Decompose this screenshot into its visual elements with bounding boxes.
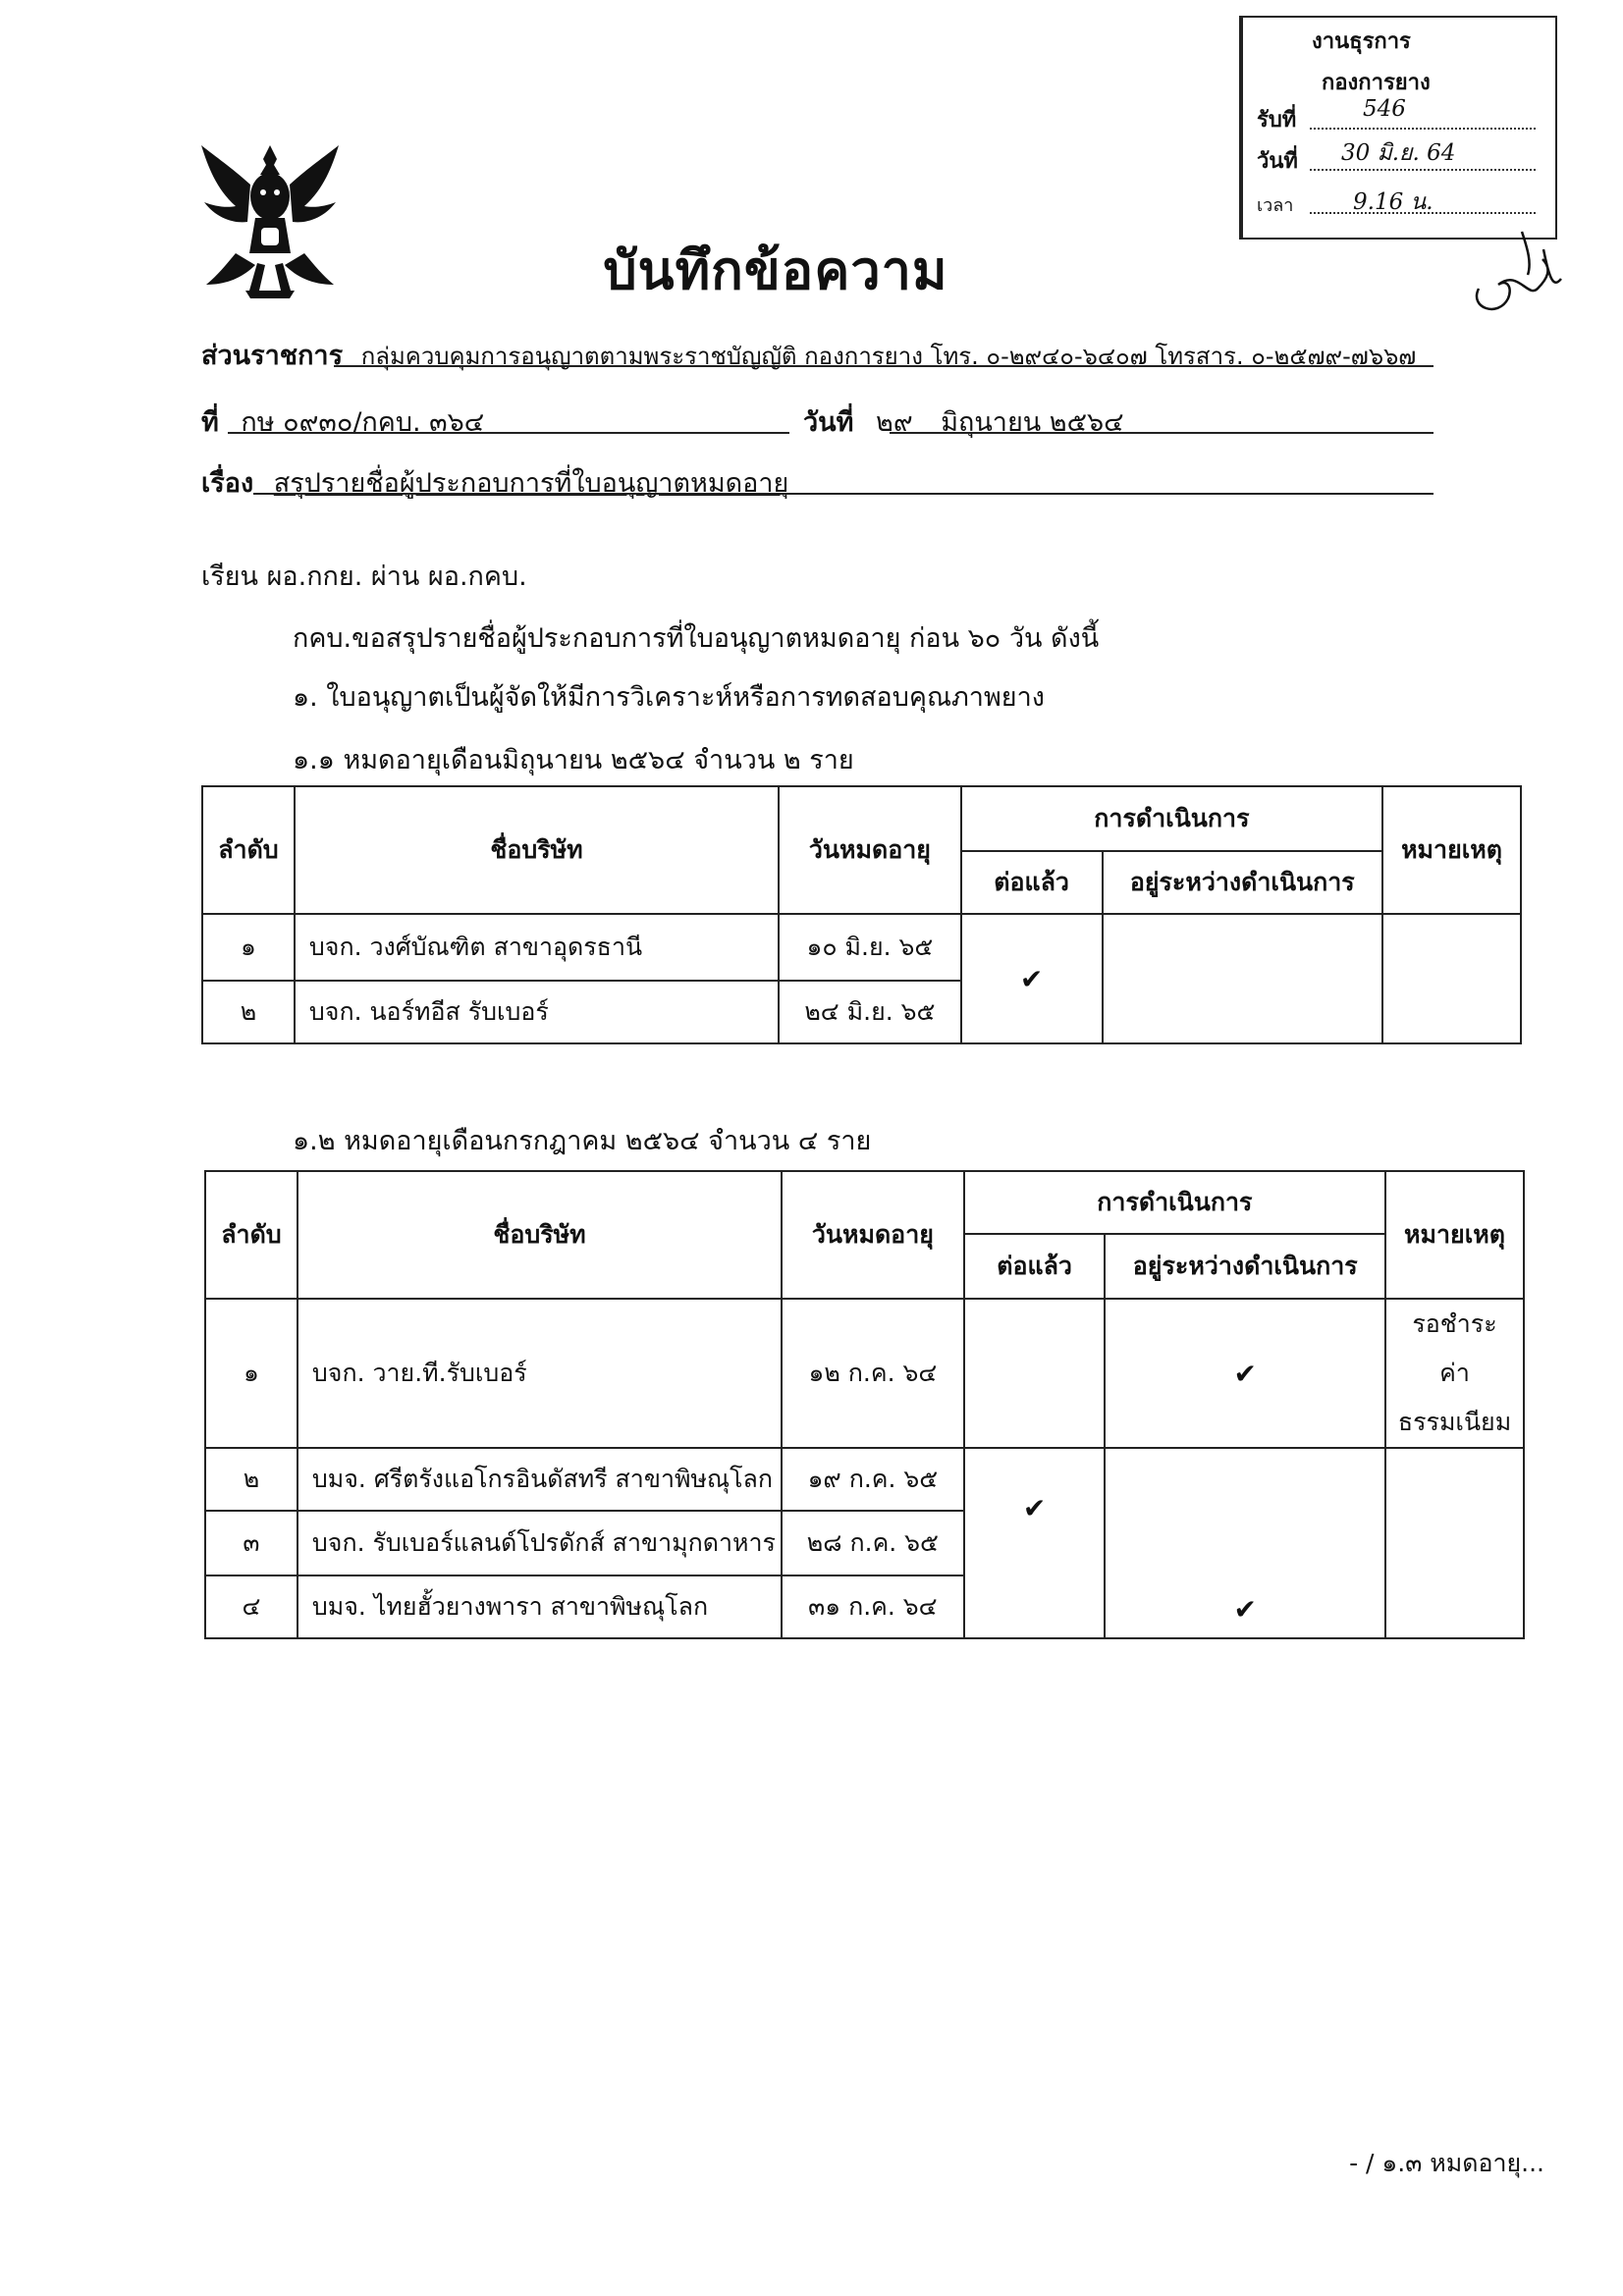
row-expiry: ๑๒ ก.ค. ๖๔ xyxy=(782,1299,964,1448)
header-action: การดำเนินการ xyxy=(961,786,1382,851)
stamp-date-value: 30 มิ.ย. 64 xyxy=(1341,140,1456,166)
row-no: ๒ xyxy=(205,1448,298,1511)
remark-cell xyxy=(1385,1299,1524,1448)
intro-paragraph: กคบ.ขอสรุปรายชื่อผู้ประกอบการที่ใบอนุญาตหมดอายุ ก่อน ๖๐ วัน ดังนี้ xyxy=(293,623,1100,654)
section-1-2-heading: ๑.๒ หมดอายุเดือนกรกฎาคม ๒๕๖๔ จำนวน ๔ ราย xyxy=(293,1126,872,1156)
stamp-office: งานธุรการ xyxy=(1312,29,1411,54)
header-no: ลำดับ xyxy=(205,1171,298,1299)
row-company: บมจ. ศรีตรังแอโกรอินดัสทรี สาขาพิษณุโลก xyxy=(298,1448,782,1511)
row-expiry: ๓๑ ก.ค. ๖๔ xyxy=(782,1575,964,1638)
date-underline xyxy=(890,432,1434,434)
date-month-year: มิถุนายน ๒๕๖๔ xyxy=(941,407,1124,438)
in-progress-check: ✔ xyxy=(1105,1299,1385,1448)
renewed-check: ✔ xyxy=(964,1448,1106,1638)
header-expiry: วันหมดอายุ xyxy=(779,786,961,914)
table-row xyxy=(205,1299,1524,1448)
reference-label: ที่ xyxy=(201,407,219,438)
header-in-progress: อยู่ระหว่างดำเนินการ xyxy=(1105,1234,1385,1299)
header-remark: หมายเหตุ xyxy=(1385,1171,1524,1299)
remark-line-1: รอชำระ xyxy=(1412,1309,1497,1338)
received-stamp xyxy=(1239,16,1557,240)
expiry-table-july xyxy=(204,1170,1525,1639)
remark-cell xyxy=(1385,1448,1524,1638)
date-line xyxy=(803,400,1124,443)
renewed-check: ✔ xyxy=(961,914,1103,1043)
header-action: การดำเนินการ xyxy=(964,1171,1385,1234)
garuda-emblem xyxy=(196,137,344,304)
header-renewed: ต่อแล้ว xyxy=(961,851,1103,914)
subject-label: เรื่อง xyxy=(201,468,254,499)
row-expiry: ๒๔ มิ.ย. ๖๕ xyxy=(779,981,961,1043)
row-company: บจก. รับเบอร์แลนด์โปรดักส์ สาขามุกดาหาร xyxy=(298,1511,782,1575)
stamp-dotline xyxy=(1310,128,1536,130)
row-no: ๒ xyxy=(202,981,295,1043)
stamp-date-label: วันที่ xyxy=(1257,149,1298,174)
reference-line xyxy=(201,400,484,443)
in-progress-check: ✔ xyxy=(1105,1448,1385,1638)
header-expiry: วันหมดอายุ xyxy=(782,1171,964,1299)
memo-title: บันทึกข้อความ xyxy=(603,240,948,301)
row-company: บมจ. ไทยฮั้วยางพารา สาขาพิษณุโลก xyxy=(298,1575,782,1638)
subject-value: สรุปรายชื่อผู้ประกอบการที่ใบอนุญาตหมดอายุ xyxy=(273,468,789,499)
row-no: ๓ xyxy=(205,1511,298,1575)
expiry-table-june xyxy=(201,785,1522,1044)
row-company: บจก. วาย.ที.รับเบอร์ xyxy=(298,1299,782,1448)
renewed-cell xyxy=(964,1299,1106,1448)
row-company: บจก. นอร์ทอีส รับเบอร์ xyxy=(295,981,779,1043)
section-1-1-heading: ๑.๑ หมดอายุเดือนมิถุนายน ๒๕๖๔ จำนวน ๒ ราย xyxy=(293,745,854,775)
row-expiry: ๒๘ ก.ค. ๖๕ xyxy=(782,1511,964,1575)
agency-value: กลุ่มควบคุมการอนุญาตตามพระราชบัญญัติ กองการยาง โทร. ๐-๒๙๔๐-๖๔๐๗ โทรสาร. ๐-๒๕๗๙-๗๖๖๗ xyxy=(360,343,1417,370)
table-row xyxy=(202,914,1521,981)
header-in-progress: อยู่ระหว่างดำเนินการ xyxy=(1103,851,1383,914)
remark-cell xyxy=(1382,914,1521,1043)
header-renewed: ต่อแล้ว xyxy=(964,1234,1106,1299)
reference-underline xyxy=(228,432,789,434)
item-1: ๑. ใบอนุญาตเป็นผู้จัดให้มีการวิเคราะห์หรือการทดสอบคุณภาพยาง xyxy=(293,682,1045,713)
date-day: ๒๙ xyxy=(876,407,913,438)
subject-line xyxy=(201,461,788,504)
row-no: ๔ xyxy=(205,1575,298,1638)
handwritten-signature xyxy=(1459,220,1577,338)
row-expiry: ๑๙ ก.ค. ๖๕ xyxy=(782,1448,964,1511)
table-row xyxy=(205,1448,1524,1511)
remark-line-2: ค่าธรรมเนียม xyxy=(1397,1359,1512,1436)
row-expiry: ๑๐ มิ.ย. ๖๕ xyxy=(779,914,961,981)
reference-value: กษ ๐๙๓๐/กคบ. ๓๖๔ xyxy=(241,407,485,438)
header-company: ชื่อบริษัท xyxy=(298,1171,782,1299)
date-label: วันที่ xyxy=(803,407,854,438)
stamp-division: กองการยาง xyxy=(1322,71,1431,95)
agency-underline xyxy=(334,365,1434,367)
agency-label: ส่วนราชการ xyxy=(201,341,344,371)
stamp-received-label: รับที่ xyxy=(1257,108,1297,133)
row-company: บจก. วงศ์บัณฑิต สาขาอุดรธานี xyxy=(295,914,779,981)
page-continuation: - / ๑.๓ หมดอายุ... xyxy=(1349,2149,1544,2177)
salutation: เรียน ผอ.กกย. ผ่าน ผอ.กคบ. xyxy=(201,561,527,592)
header-remark: หมายเหตุ xyxy=(1382,786,1521,914)
stamp-received-no: 546 xyxy=(1363,96,1406,122)
agency-line xyxy=(201,334,1416,376)
header-no: ลำดับ xyxy=(202,786,295,914)
stamp-time-label: เวลา xyxy=(1257,195,1294,216)
stamp-time-value: 9.16 น. xyxy=(1353,189,1434,215)
in-progress-cell xyxy=(1103,914,1383,1043)
row-no: ๑ xyxy=(202,914,295,981)
row-no: ๑ xyxy=(205,1299,298,1448)
subject-underline xyxy=(253,493,1434,495)
header-company: ชื่อบริษัท xyxy=(295,786,779,914)
